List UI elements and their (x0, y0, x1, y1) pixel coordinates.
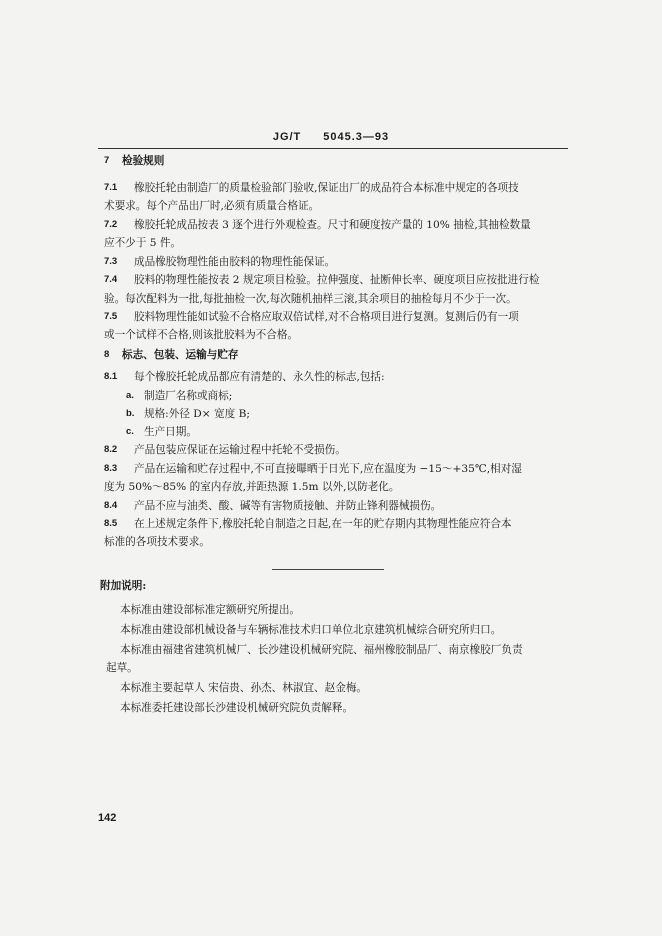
section-divider (272, 569, 384, 570)
clause-7-1-number: 7.1 (104, 182, 118, 193)
clause-8-5-number: 8.5 (104, 518, 118, 529)
section-8-title: 标志、包装、运输与贮存 (122, 349, 239, 361)
clause-8-3-line-2: 度为 50%～85% 的室内存放,并距热源 1.5m 以外,以防老化。 (104, 481, 400, 493)
clause-8-1-item-c-text: 生产日期。 (144, 426, 197, 438)
clause-7-3-line-1: 成品橡胶物理性能由胶料的物理性能保证。 (134, 256, 336, 268)
section-8-number: 8 (104, 349, 110, 360)
clause-8-3-number: 8.3 (104, 463, 118, 474)
clause-7-5-number: 7.5 (104, 311, 118, 322)
clause-8-5-line-2: 标准的各项技术要求。 (104, 536, 210, 548)
clause-7-1-line-1: 橡胶托轮由制造厂的质量检验部门验收,保证出厂的成品符合本标准中规定的各项技 (134, 182, 519, 194)
clause-8-1-item-b-text: 规格:外径 D× 宽度 B; (144, 408, 250, 420)
clause-7-4-line-1: 胶料的物理性能按表 2 规定项目检验。拉伸强度、扯断伸长率、硬度项目应按批进行检 (134, 274, 540, 286)
clause-7-2-line-1: 橡胶托轮成品按表 3 逐个进行外观检查。尺寸和硬度按产量的 10% 抽检,其抽检数量 (134, 219, 531, 231)
clause-7-4-line-2: 验。每次配料为一批,每批抽检一次,每次随机抽样三滚,其余项目的抽检每月不少于一次。 (104, 293, 517, 305)
page-header (0, 131, 662, 143)
standard-number: 5045.3—93 (323, 131, 390, 143)
clause-8-1-line-1: 每个橡胶托轮成品都应有清楚的、永久性的标志,包括: (134, 371, 385, 383)
appendix-line-3: 本标准由福建省建筑机械厂、长沙建设机械研究院、福州橡胶制品厂、南京橡胶厂负责 (120, 644, 523, 656)
clause-8-4-number: 8.4 (104, 500, 118, 511)
appendix-line-4: 本标准主要起草人 宋信贵、孙杰、林淑宜、赵金梅。 (120, 682, 368, 694)
appendix-line-1: 本标准由建设部标准定额研究所提出。 (120, 604, 301, 616)
appendix-line-5: 本标准委托建设部长沙建设机械研究院负责解释。 (120, 702, 354, 714)
page-number: 142 (98, 812, 117, 824)
clause-8-1-item-c-marker: c. (126, 426, 134, 437)
clause-8-5-line-1: 在上述规定条件下,橡胶托轮自制造之日起,在一年的贮存期内其物理性能应符合本 (134, 518, 512, 530)
clause-8-1-item-b-marker: b. (126, 408, 135, 419)
clause-7-3-number: 7.3 (104, 256, 118, 267)
standard-code: JG/T (272, 131, 302, 143)
clause-7-1-line-2: 术要求。每个产品出厂时,必须有质量合格证。 (104, 200, 320, 212)
appendix-line-2: 本标准由建设部机械设备与车辆标准技术归口单位北京建筑机械综合研究所归口。 (120, 624, 502, 636)
clause-7-5-line-2: 或一个试样不合格,则该批胶料为不合格。 (104, 329, 299, 341)
clause-8-1-item-a-marker: a. (126, 390, 134, 401)
clause-8-1-item-a-text: 制造厂名称或商标; (144, 390, 233, 402)
clause-7-2-line-2: 应不少于 5 件。 (104, 237, 182, 249)
clause-8-1-number: 8.1 (104, 371, 118, 382)
clause-8-2-number: 8.2 (104, 444, 118, 455)
clause-7-2-number: 7.2 (104, 219, 118, 230)
appendix-title: 附加说明: (100, 580, 147, 592)
clause-7-5-line-1: 胶料物理性能如试验不合格应取双倍试样,对不合格项目进行复测。复测后仍有一项 (134, 311, 519, 323)
header-rule (98, 148, 568, 149)
appendix-line-3-cont: 起草。 (106, 662, 138, 674)
clause-7-4-number: 7.4 (104, 274, 118, 285)
clause-8-4-line-1: 产品不应与油类、酸、碱等有害物质接触、并防止锋利器械损伤。 (134, 500, 442, 512)
clause-8-2-line-1: 产品包装应保证在运输过程中托轮不受损伤。 (134, 444, 346, 456)
section-7-number: 7 (104, 155, 110, 166)
clause-8-3-line-1: 产品在运输和贮存过程中,不可直接曝晒于日光下,应在温度为 −15～+35℃,相对湿 (134, 463, 522, 475)
section-7-title: 检验规则 (122, 155, 165, 167)
